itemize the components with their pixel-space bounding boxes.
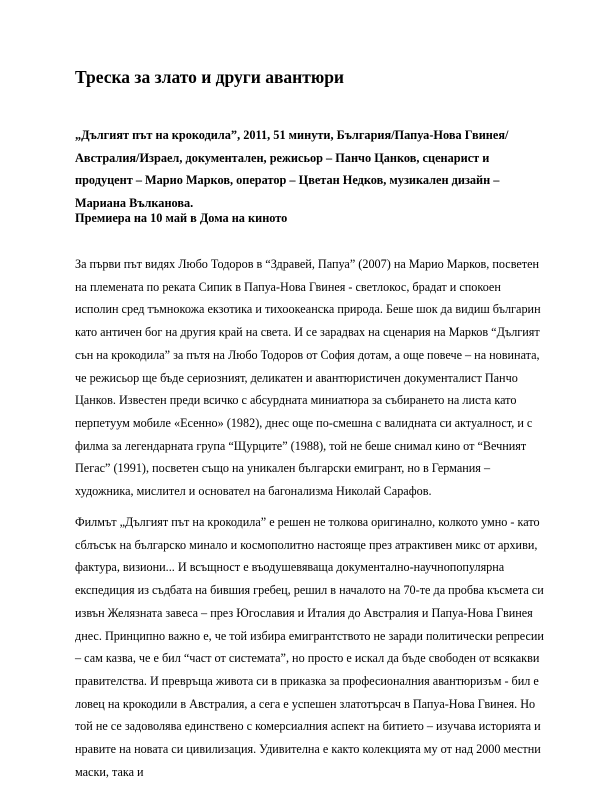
article-title: Треска за злато и други авантюри: [75, 67, 345, 87]
body-paragraph: За първи път видях Любо Тодоров в “Здравей, Папуа” (2007) на Марио Марков, посветен на племената по реката Сипик в Папуа-Нова Гвинея - светлокос, брадат и спокоен исполин сред тъмнокожа екзотика и тихоокеанска природа. Беше шок да видиш българин като античен бог на другия край на света. И се зарадвах на сценария на Марков “Дългият сън на крокодила” за пътя на Любо Тодоров от София дотам, а още повече – на новината, че режисьор ще бъде сериозният, деликатен и авантюристичен документалист Панчо Цанков. Известен преди всичко с абсурдната миниатюра за събирането на листа като перпетуум мобиле «Есенно» (1982), днес още по-смешна с валидната си актуалност, и с филма за легендарната група “Щурците” (1988), той не беше снимал кино от “Вечният Пегас” (1991), посветен също на уникален български емигрант, но в Германия – художника, мислител и основател на багонализма Николай Сарафов.: [75, 257, 541, 499]
film-credits: „Дългият път на крокодила”, 2011, 51 минути, България/Папуа-Нова Гвинея/Австралия/Израел, документален, режисьор – Панчо Цанков, сценарист и продуцент – Марио Марков, оператор – Цветан Недков, музикален дизайн – Мариана Вълканова.: [75, 128, 509, 210]
premiere-note: Премиера на 10 май в Дома на киното: [75, 211, 288, 225]
body-paragraph: Филмът „Дългият път на крокодила” е решен не толкова оригинално, колкото умно - като сблъсък на българско минало и космополитно настояще през атрактивен микс от архиви, фактура, визиони... И всъщност е въодушевяваща документално-научнопопулярна експедиция из съдбата на бившия гребец, решил в началото на 70-те да пробва късмета си извън Желязната завеса – през Югославия и Италия до Австралия и Папуа-Нова Гвинея днес. Принципно важно е, че той избира емигрантството не заради политически репресии – сам казва, че е бил “част от системата”, но просто е искал да бъде свободен от всякакви правителства. И превръща живота си в приказка за професионалния авантюризъм - бил е ловец на крокодили в Австралия, а сега е успешен златотърсач в Папуа-Нова Гвинея. Но той не се задоволява единствено с комерсиалния аспект на битието – изучава историята и нравите на новата си цивилизация. Удивителна е както колекцията му от над 2000 местни маски, така и: [75, 515, 544, 779]
